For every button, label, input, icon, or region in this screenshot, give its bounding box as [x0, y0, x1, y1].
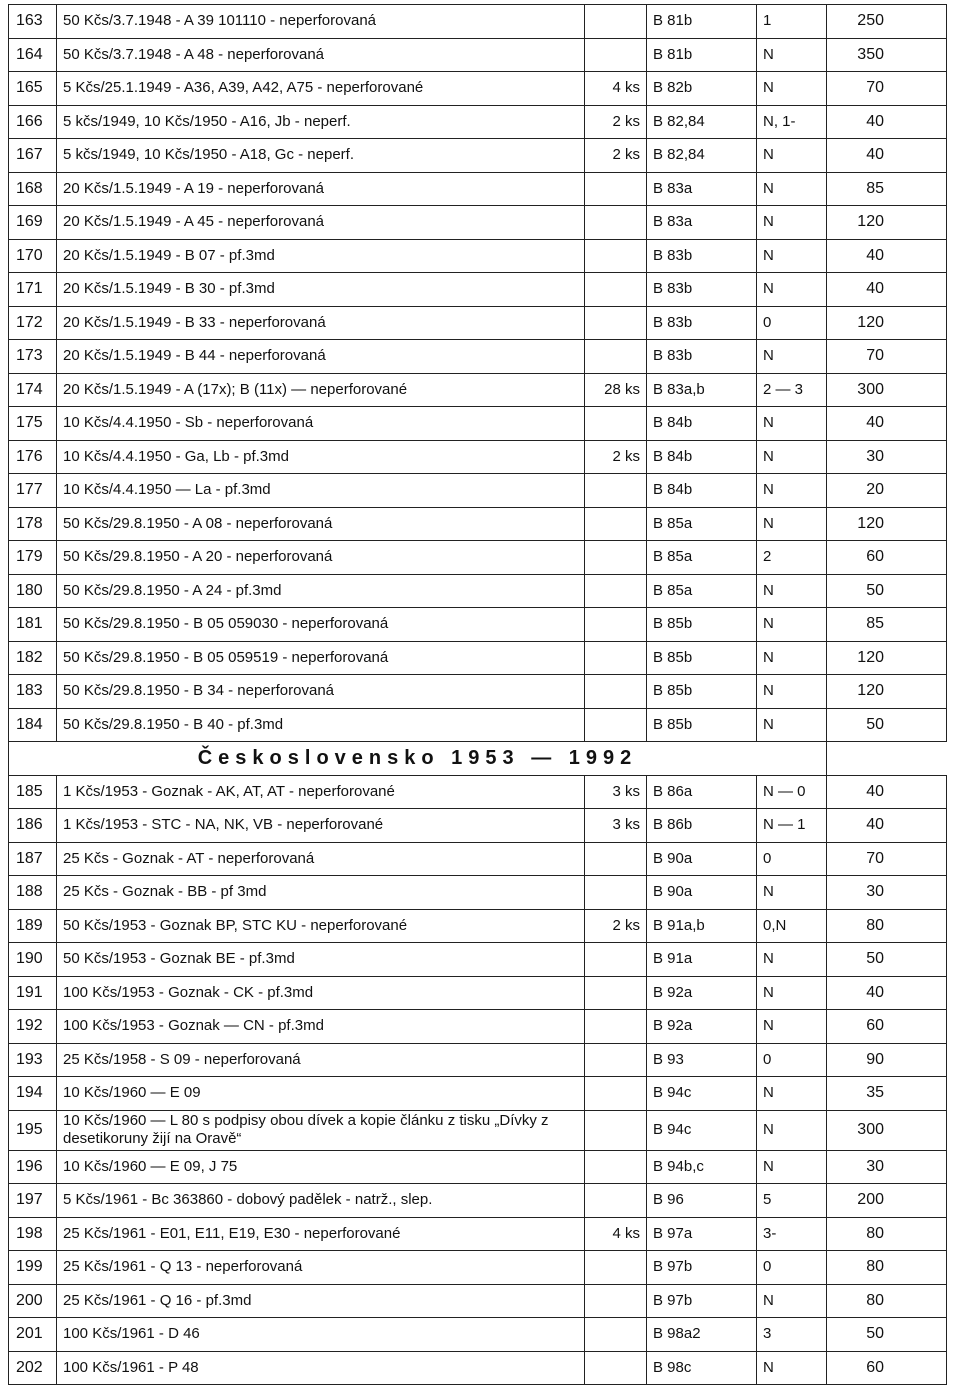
table-row — [9, 943, 947, 977]
item-quantity — [585, 1110, 647, 1150]
item-number: 174 — [9, 373, 57, 407]
item-quantity: 2 ks — [585, 909, 647, 943]
item-number: 186 — [9, 809, 57, 843]
item-quantity — [585, 541, 647, 575]
condition-grade: 0 — [757, 306, 827, 340]
item-price: 40 — [827, 105, 947, 139]
item-price: 120 — [827, 507, 947, 541]
item-quantity — [585, 306, 647, 340]
catalog-number: B 83a — [647, 172, 757, 206]
catalog-number: B 84b — [647, 407, 757, 441]
item-price: 60 — [827, 541, 947, 575]
item-quantity — [585, 876, 647, 910]
catalog-number: B 84b — [647, 474, 757, 508]
item-price: 85 — [827, 608, 947, 642]
condition-grade: N — [757, 1110, 827, 1150]
catalog-number: B 85b — [647, 608, 757, 642]
item-description: 20 Kčs/1.5.1949 - B 30 - pf.3md — [57, 273, 585, 307]
item-quantity — [585, 340, 647, 374]
item-quantity — [585, 943, 647, 977]
item-description: 20 Kčs/1.5.1949 - B 07 - pf.3md — [57, 239, 585, 273]
item-number: 188 — [9, 876, 57, 910]
item-price: 30 — [827, 440, 947, 474]
table-row — [9, 641, 947, 675]
item-description: 100 Kčs/1953 - Goznak — CN - pf.3md — [57, 1010, 585, 1044]
item-description: 10 Kčs/4.4.1950 - Sb - neperforovaná — [57, 407, 585, 441]
table-row — [9, 809, 947, 843]
item-description: 50 Kčs/29.8.1950 - B 05 059030 - neperforovaná — [57, 608, 585, 642]
item-price: 70 — [827, 340, 947, 374]
condition-grade: 0,N — [757, 909, 827, 943]
item-number: 170 — [9, 239, 57, 273]
item-description: 100 Kčs/1961 - D 46 — [57, 1318, 585, 1352]
item-number: 192 — [9, 1010, 57, 1044]
table-row — [9, 273, 947, 307]
catalog-number: B 85b — [647, 641, 757, 675]
item-price: 120 — [827, 306, 947, 340]
table-row — [9, 105, 947, 139]
catalog-number: B 91a,b — [647, 909, 757, 943]
catalog-number: B 83b — [647, 239, 757, 273]
item-number: 172 — [9, 306, 57, 340]
item-description: 20 Kčs/1.5.1949 - A (17x); B (11x) — neperforované — [57, 373, 585, 407]
item-description: 50 Kčs/29.8.1950 - A 24 - pf.3md — [57, 574, 585, 608]
condition-grade: 0 — [757, 1251, 827, 1285]
condition-grade: N — [757, 72, 827, 106]
item-price: 200 — [827, 1184, 947, 1218]
table-row — [9, 775, 947, 809]
item-price: 40 — [827, 407, 947, 441]
condition-grade: N — [757, 876, 827, 910]
condition-grade: N — [757, 574, 827, 608]
condition-grade: N — [757, 172, 827, 206]
table-body-bottom — [9, 775, 947, 1385]
item-description: 10 Kčs/1960 — L 80 s podpisy obou dívek a kopie článku z tisku „Dívky z desetikoruny žijí na Oravě“ — [57, 1110, 585, 1150]
item-number: 179 — [9, 541, 57, 575]
item-number: 173 — [9, 340, 57, 374]
item-number: 201 — [9, 1318, 57, 1352]
item-number: 182 — [9, 641, 57, 675]
condition-grade: N — [757, 273, 827, 307]
item-quantity — [585, 5, 647, 39]
item-quantity — [585, 1184, 647, 1218]
item-number: 193 — [9, 1043, 57, 1077]
catalog-table — [8, 4, 947, 1385]
item-description: 25 Kčs/1961 - E01, E11, E19, E30 - neperforované — [57, 1217, 585, 1251]
table-row — [9, 1217, 947, 1251]
item-price: 120 — [827, 675, 947, 709]
table-row — [9, 407, 947, 441]
table-row — [9, 474, 947, 508]
table-row — [9, 239, 947, 273]
item-number: 194 — [9, 1077, 57, 1111]
condition-grade: N — [757, 507, 827, 541]
item-number: 197 — [9, 1184, 57, 1218]
item-quantity: 2 ks — [585, 105, 647, 139]
item-number: 190 — [9, 943, 57, 977]
item-description: 50 Kčs/3.7.1948 - A 39 101110 - neperforovaná — [57, 5, 585, 39]
item-quantity: 3 ks — [585, 775, 647, 809]
table-row — [9, 574, 947, 608]
item-quantity — [585, 1318, 647, 1352]
item-description: 50 Kčs/1953 - Goznak BP, STC KU - neperforované — [57, 909, 585, 943]
table-row — [9, 976, 947, 1010]
item-description: 10 Kčs/1960 — E 09 — [57, 1077, 585, 1111]
item-price: 50 — [827, 943, 947, 977]
item-description: 20 Kčs/1.5.1949 - A 45 - neperforovaná — [57, 206, 585, 240]
condition-grade: N — [757, 976, 827, 1010]
condition-grade: N — [757, 608, 827, 642]
item-quantity: 2 ks — [585, 139, 647, 173]
catalog-number: B 90a — [647, 876, 757, 910]
item-quantity — [585, 206, 647, 240]
item-description: 50 Kčs/29.8.1950 - A 20 - neperforovaná — [57, 541, 585, 575]
item-price: 80 — [827, 1284, 947, 1318]
item-number: 171 — [9, 273, 57, 307]
item-description: 50 Kčs/29.8.1950 - B 40 - pf.3md — [57, 708, 585, 742]
item-price: 60 — [827, 1010, 947, 1044]
catalog-number: B 81b — [647, 5, 757, 39]
item-description: 25 Kčs/1961 - Q 13 - neperforovaná — [57, 1251, 585, 1285]
item-quantity — [585, 641, 647, 675]
condition-grade: 2 — 3 — [757, 373, 827, 407]
catalog-number: B 85a — [647, 541, 757, 575]
condition-grade: N — [757, 139, 827, 173]
catalog-number: B 86b — [647, 809, 757, 843]
catalog-number: B 83a — [647, 206, 757, 240]
item-price: 300 — [827, 373, 947, 407]
table-row — [9, 206, 947, 240]
item-number: 195 — [9, 1110, 57, 1150]
item-number: 176 — [9, 440, 57, 474]
condition-grade: N — [757, 1284, 827, 1318]
condition-grade: N — [757, 440, 827, 474]
item-quantity — [585, 675, 647, 709]
item-price: 40 — [827, 775, 947, 809]
catalog-number: B 83a,b — [647, 373, 757, 407]
catalog-number: B 94b,c — [647, 1150, 757, 1184]
catalog-number: B 94c — [647, 1077, 757, 1111]
item-price: 30 — [827, 1150, 947, 1184]
item-number: 187 — [9, 842, 57, 876]
item-quantity: 3 ks — [585, 809, 647, 843]
table-body-top — [9, 5, 947, 742]
table-row — [9, 708, 947, 742]
section-blank-cell — [827, 742, 947, 776]
condition-grade: 0 — [757, 1043, 827, 1077]
item-number: 198 — [9, 1217, 57, 1251]
item-number: 164 — [9, 38, 57, 72]
item-quantity — [585, 574, 647, 608]
item-quantity — [585, 708, 647, 742]
item-price: 20 — [827, 474, 947, 508]
item-description: 25 Kčs - Goznak - AT - neperforovaná — [57, 842, 585, 876]
item-price: 300 — [827, 1110, 947, 1150]
table-row — [9, 340, 947, 374]
table-row — [9, 1110, 947, 1150]
item-price: 40 — [827, 239, 947, 273]
catalog-number: B 83b — [647, 273, 757, 307]
item-price: 120 — [827, 206, 947, 240]
condition-grade: N — [757, 206, 827, 240]
item-description: 100 Kčs/1961 - P 48 — [57, 1351, 585, 1385]
item-number: 165 — [9, 72, 57, 106]
item-price: 50 — [827, 708, 947, 742]
item-number: 189 — [9, 909, 57, 943]
item-number: 166 — [9, 105, 57, 139]
item-quantity — [585, 608, 647, 642]
item-quantity — [585, 507, 647, 541]
item-price: 85 — [827, 172, 947, 206]
item-description: 20 Kčs/1.5.1949 - B 33 - neperforovaná — [57, 306, 585, 340]
item-number: 199 — [9, 1251, 57, 1285]
item-quantity — [585, 1077, 647, 1111]
catalog-number: B 98a2 — [647, 1318, 757, 1352]
item-number: 196 — [9, 1150, 57, 1184]
item-quantity — [585, 407, 647, 441]
item-price: 70 — [827, 72, 947, 106]
item-quantity — [585, 38, 647, 72]
table-row — [9, 1351, 947, 1385]
catalog-number: B 90a — [647, 842, 757, 876]
catalog-number: B 85a — [647, 574, 757, 608]
condition-grade: N — 0 — [757, 775, 827, 809]
table-row — [9, 507, 947, 541]
table-row — [9, 440, 947, 474]
catalog-number: B 93 — [647, 1043, 757, 1077]
item-number: 178 — [9, 507, 57, 541]
item-quantity: 2 ks — [585, 440, 647, 474]
item-number: 184 — [9, 708, 57, 742]
catalog-number: B 83b — [647, 306, 757, 340]
table-row — [9, 139, 947, 173]
catalog-number: B 84b — [647, 440, 757, 474]
item-number: 185 — [9, 775, 57, 809]
table-row — [9, 1010, 947, 1044]
item-quantity — [585, 976, 647, 1010]
condition-grade: N — [757, 474, 827, 508]
condition-grade: N — [757, 708, 827, 742]
item-price: 40 — [827, 273, 947, 307]
condition-grade: 0 — [757, 842, 827, 876]
catalog-number: B 86a — [647, 775, 757, 809]
catalog-number: B 92a — [647, 976, 757, 1010]
item-description: 10 Kčs/1960 — E 09, J 75 — [57, 1150, 585, 1184]
item-quantity — [585, 1010, 647, 1044]
condition-grade: N — [757, 1010, 827, 1044]
catalog-number: B 92a — [647, 1010, 757, 1044]
item-description: 5 Kčs/1961 - Bc 363860 - dobový padělek - natrž., slep. — [57, 1184, 585, 1218]
item-quantity — [585, 273, 647, 307]
table-row — [9, 842, 947, 876]
table-row — [9, 306, 947, 340]
item-description: 25 Kčs/1958 - S 09 - neperforovaná — [57, 1043, 585, 1077]
condition-grade: N — [757, 1077, 827, 1111]
item-number: 169 — [9, 206, 57, 240]
table-row — [9, 38, 947, 72]
item-price: 80 — [827, 1217, 947, 1251]
condition-grade: N — [757, 1351, 827, 1385]
catalog-number: B 94c — [647, 1110, 757, 1150]
item-price: 70 — [827, 842, 947, 876]
condition-grade: N — [757, 1150, 827, 1184]
catalog-number: B 98c — [647, 1351, 757, 1385]
item-number: 191 — [9, 976, 57, 1010]
item-price: 80 — [827, 1251, 947, 1285]
item-price: 50 — [827, 574, 947, 608]
table-row — [9, 909, 947, 943]
item-number: 183 — [9, 675, 57, 709]
item-description: 10 Kčs/4.4.1950 - Ga, Lb - pf.3md — [57, 440, 585, 474]
catalog-number: B 97b — [647, 1284, 757, 1318]
item-price: 250 — [827, 5, 947, 39]
item-quantity — [585, 1251, 647, 1285]
condition-grade: N — [757, 340, 827, 374]
table-row — [9, 5, 947, 39]
item-description: 10 Kčs/4.4.1950 — La - pf.3md — [57, 474, 585, 508]
condition-grade: N — [757, 38, 827, 72]
table-row — [9, 1043, 947, 1077]
item-description: 50 Kčs/29.8.1950 - A 08 - neperforovaná — [57, 507, 585, 541]
item-quantity — [585, 1284, 647, 1318]
item-number: 167 — [9, 139, 57, 173]
catalog-number: B 91a — [647, 943, 757, 977]
condition-grade: 1 — [757, 5, 827, 39]
item-description: 1 Kčs/1953 - Goznak - AK, AT, AT - neperforované — [57, 775, 585, 809]
condition-grade: N — [757, 641, 827, 675]
item-price: 30 — [827, 876, 947, 910]
item-description: 5 kčs/1949, 10 Kčs/1950 - A18, Gc - neperf. — [57, 139, 585, 173]
table-row — [9, 373, 947, 407]
condition-grade: 3 — [757, 1318, 827, 1352]
item-description: 50 Kčs/1953 - Goznak BE - pf.3md — [57, 943, 585, 977]
item-price: 120 — [827, 641, 947, 675]
item-quantity — [585, 474, 647, 508]
condition-grade: 5 — [757, 1184, 827, 1218]
catalog-number: B 82,84 — [647, 139, 757, 173]
table-row — [9, 675, 947, 709]
table-row — [9, 172, 947, 206]
catalog-number: B 82,84 — [647, 105, 757, 139]
table-row — [9, 1150, 947, 1184]
item-quantity: 4 ks — [585, 1217, 647, 1251]
item-quantity — [585, 172, 647, 206]
condition-grade: N — [757, 675, 827, 709]
catalog-number: B 97b — [647, 1251, 757, 1285]
item-description: 5 Kčs/25.1.1949 - A36, A39, A42, A75 - neperforované — [57, 72, 585, 106]
table-row — [9, 1184, 947, 1218]
item-description: 50 Kčs/3.7.1948 - A 48 - neperforovaná — [57, 38, 585, 72]
table-row — [9, 1318, 947, 1352]
item-description: 5 kčs/1949, 10 Kčs/1950 - A16, Jb - neperf. — [57, 105, 585, 139]
item-price: 35 — [827, 1077, 947, 1111]
item-quantity — [585, 842, 647, 876]
item-number: 181 — [9, 608, 57, 642]
catalog-number: B 85b — [647, 675, 757, 709]
catalog-number: B 82b — [647, 72, 757, 106]
table-row — [9, 876, 947, 910]
item-price: 50 — [827, 1318, 947, 1352]
section-title: Československo 1953 — 1992 — [9, 742, 827, 776]
table-row — [9, 72, 947, 106]
table-row — [9, 608, 947, 642]
item-quantity — [585, 239, 647, 273]
item-number: 180 — [9, 574, 57, 608]
item-description: 50 Kčs/29.8.1950 - B 05 059519 - neperforovaná — [57, 641, 585, 675]
condition-grade: 2 — [757, 541, 827, 575]
item-price: 40 — [827, 139, 947, 173]
item-price: 60 — [827, 1351, 947, 1385]
item-quantity: 28 ks — [585, 373, 647, 407]
item-description: 100 Kčs/1953 - Goznak - CK - pf.3md — [57, 976, 585, 1010]
catalog-number: B 96 — [647, 1184, 757, 1218]
item-number: 200 — [9, 1284, 57, 1318]
table-row — [9, 1284, 947, 1318]
item-number: 202 — [9, 1351, 57, 1385]
item-number: 163 — [9, 5, 57, 39]
table-row — [9, 1077, 947, 1111]
condition-grade: N — [757, 407, 827, 441]
condition-grade: N, 1- — [757, 105, 827, 139]
item-description: 20 Kčs/1.5.1949 - A 19 - neperforovaná — [57, 172, 585, 206]
catalog-number: B 85a — [647, 507, 757, 541]
condition-grade: 3- — [757, 1217, 827, 1251]
item-quantity — [585, 1150, 647, 1184]
table-row — [9, 541, 947, 575]
condition-grade: N — 1 — [757, 809, 827, 843]
item-description: 25 Kčs - Goznak - BB - pf 3md — [57, 876, 585, 910]
catalog-number: B 83b — [647, 340, 757, 374]
item-quantity: 4 ks — [585, 72, 647, 106]
table-row — [9, 1251, 947, 1285]
catalog-number: B 85b — [647, 708, 757, 742]
condition-grade: N — [757, 239, 827, 273]
item-description: 25 Kčs/1961 - Q 16 - pf.3md — [57, 1284, 585, 1318]
item-price: 350 — [827, 38, 947, 72]
item-description: 50 Kčs/29.8.1950 - B 34 - neperforovaná — [57, 675, 585, 709]
item-quantity — [585, 1043, 647, 1077]
section-header — [9, 742, 947, 776]
condition-grade: N — [757, 943, 827, 977]
item-quantity — [585, 1351, 647, 1385]
catalog-number: B 97a — [647, 1217, 757, 1251]
item-description: 20 Kčs/1.5.1949 - B 44 - neperforovaná — [57, 340, 585, 374]
item-price: 40 — [827, 976, 947, 1010]
item-number: 168 — [9, 172, 57, 206]
item-number: 177 — [9, 474, 57, 508]
item-price: 80 — [827, 909, 947, 943]
item-price: 40 — [827, 809, 947, 843]
item-price: 90 — [827, 1043, 947, 1077]
catalog-number: B 81b — [647, 38, 757, 72]
item-number: 175 — [9, 407, 57, 441]
item-description: 1 Kčs/1953 - STC - NA, NK, VB - neperforované — [57, 809, 585, 843]
